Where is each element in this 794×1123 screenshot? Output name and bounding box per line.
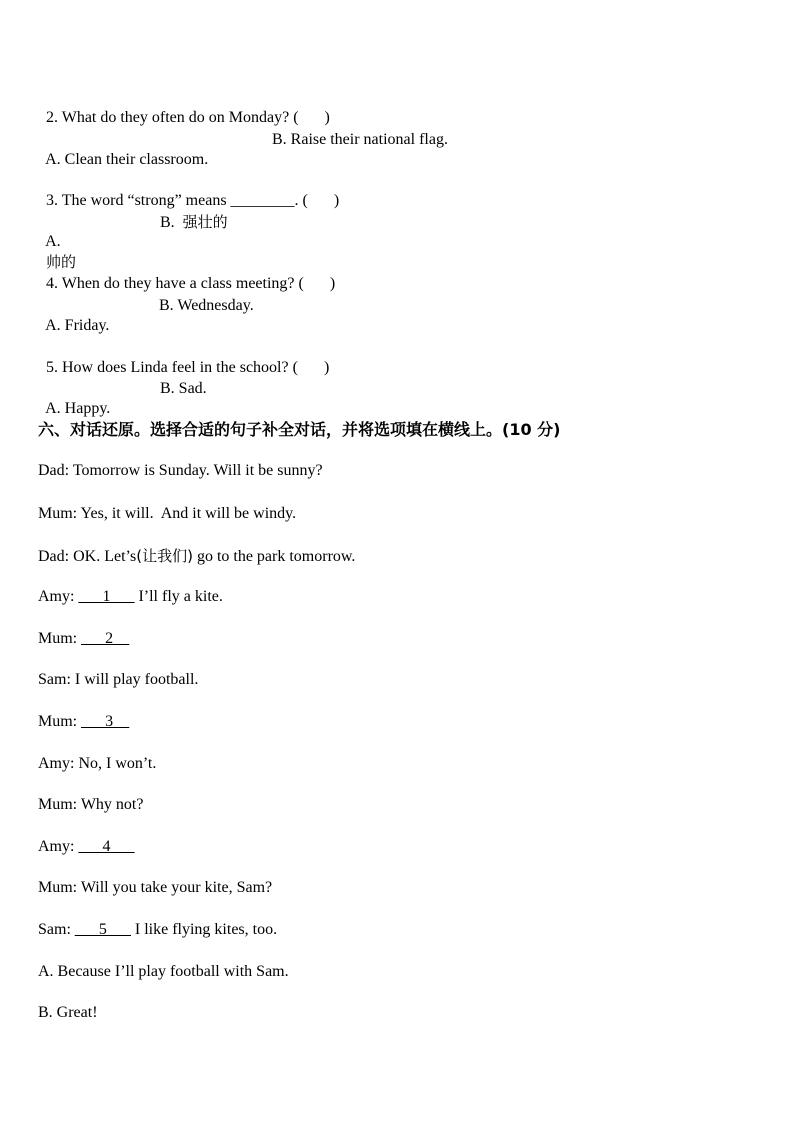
speaker: Amy: — [38, 588, 79, 605]
option-b — [160, 212, 228, 233]
option-b: B. Raise their national flag. — [272, 131, 448, 148]
dialogue-line — [38, 920, 277, 940]
speaker: Mum: — [38, 796, 81, 813]
option-b-label: B. — [160, 214, 175, 231]
answer-blank[interactable]: ___4___ — [78, 838, 135, 855]
question-3-blank: ________ — [230, 192, 295, 209]
answer-blank[interactable]: ___2__ — [81, 630, 130, 647]
speaker: Amy: — [38, 755, 79, 772]
speaker: Sam: — [38, 671, 75, 688]
question-4-stem: 4. When do they have a class meeting? ( — [46, 275, 304, 292]
question-4 — [38, 254, 335, 294]
option-a: A. Happy. — [45, 400, 111, 417]
option-a-label: A. — [45, 233, 61, 250]
dialogue-line — [38, 504, 296, 524]
question-2-close: ) — [324, 109, 330, 126]
dialogue-text: Why not? — [80, 796, 144, 813]
question-3-stem-post: . ( — [294, 192, 308, 209]
dialogue-line — [38, 795, 143, 815]
dialogue-text: I like flying kites, too. — [130, 921, 278, 938]
speaker: Sam: — [38, 921, 75, 938]
question-5-close: ) — [323, 359, 330, 376]
speaker: Mum: — [38, 630, 82, 647]
speaker: Mum: — [38, 505, 81, 522]
answer-blank[interactable]: ___1___ — [78, 588, 135, 605]
speaker: Mum: — [38, 713, 82, 730]
option-b: B. Sad. — [160, 380, 207, 397]
speaker: Amy: — [38, 838, 79, 855]
dialogue-text: Yes, it will. And it will be windy. — [80, 505, 297, 522]
question-2-stem: 2. What do they often do on Monday? ( — [46, 109, 299, 126]
dialogue-line — [38, 546, 355, 567]
section-6-heading: 六、对话还原。选择合适的句子补全对话，并将选项填在横线上。(10 分) — [38, 420, 561, 439]
question-2 — [38, 88, 330, 128]
dialogue-text: Will you take your kite, Sam? — [80, 879, 273, 896]
speaker: Mum: — [38, 879, 81, 896]
chinese-gloss: (让我们) — [136, 547, 193, 565]
dialogue-line — [38, 587, 223, 607]
question-3-close: ) — [333, 192, 340, 209]
dialogue-text: I’ll fly a kite. — [134, 588, 223, 605]
dialogue-text: I will play football. — [74, 671, 199, 688]
speaker: Dad: — [38, 462, 73, 479]
question-4-close: ) — [329, 275, 336, 292]
answer-blank[interactable]: ___3__ — [81, 713, 130, 730]
option-b-text: 强壮的 — [182, 213, 228, 231]
question-3 — [38, 171, 339, 211]
dialogue-line — [38, 461, 323, 481]
option-a: A. Clean their classroom. — [45, 151, 209, 168]
answer-option: A. Because I’ll play football with Sam. — [38, 963, 289, 980]
dialogue-text: No, I won’t. — [78, 755, 157, 772]
dialogue-line — [38, 878, 272, 898]
dialogue-line — [38, 754, 156, 774]
dialogue-line — [38, 837, 134, 857]
dialogue-text: Tomorrow is Sunday. Will it be sunny? — [72, 462, 323, 479]
dialogue-line — [38, 712, 129, 732]
option-a-text: 帅的 — [46, 253, 77, 271]
dialogue-line — [38, 670, 198, 690]
option-a: A. Friday. — [45, 317, 110, 334]
dialogue-text: OK. Let’s(让我们) go to the park tomorrow. — [73, 547, 356, 565]
option-b: B. Wednesday. — [159, 297, 254, 314]
dialogue-line — [38, 629, 129, 649]
answer-blank[interactable]: ___5___ — [74, 921, 131, 938]
question-5 — [38, 338, 329, 378]
answer-option: B. Great! — [38, 1004, 98, 1021]
question-3-stem-pre: 3. The word “strong” means — [46, 192, 231, 209]
speaker: Dad: — [38, 548, 74, 565]
question-5-stem: 5. How does Linda feel in the school? ( — [46, 359, 298, 376]
